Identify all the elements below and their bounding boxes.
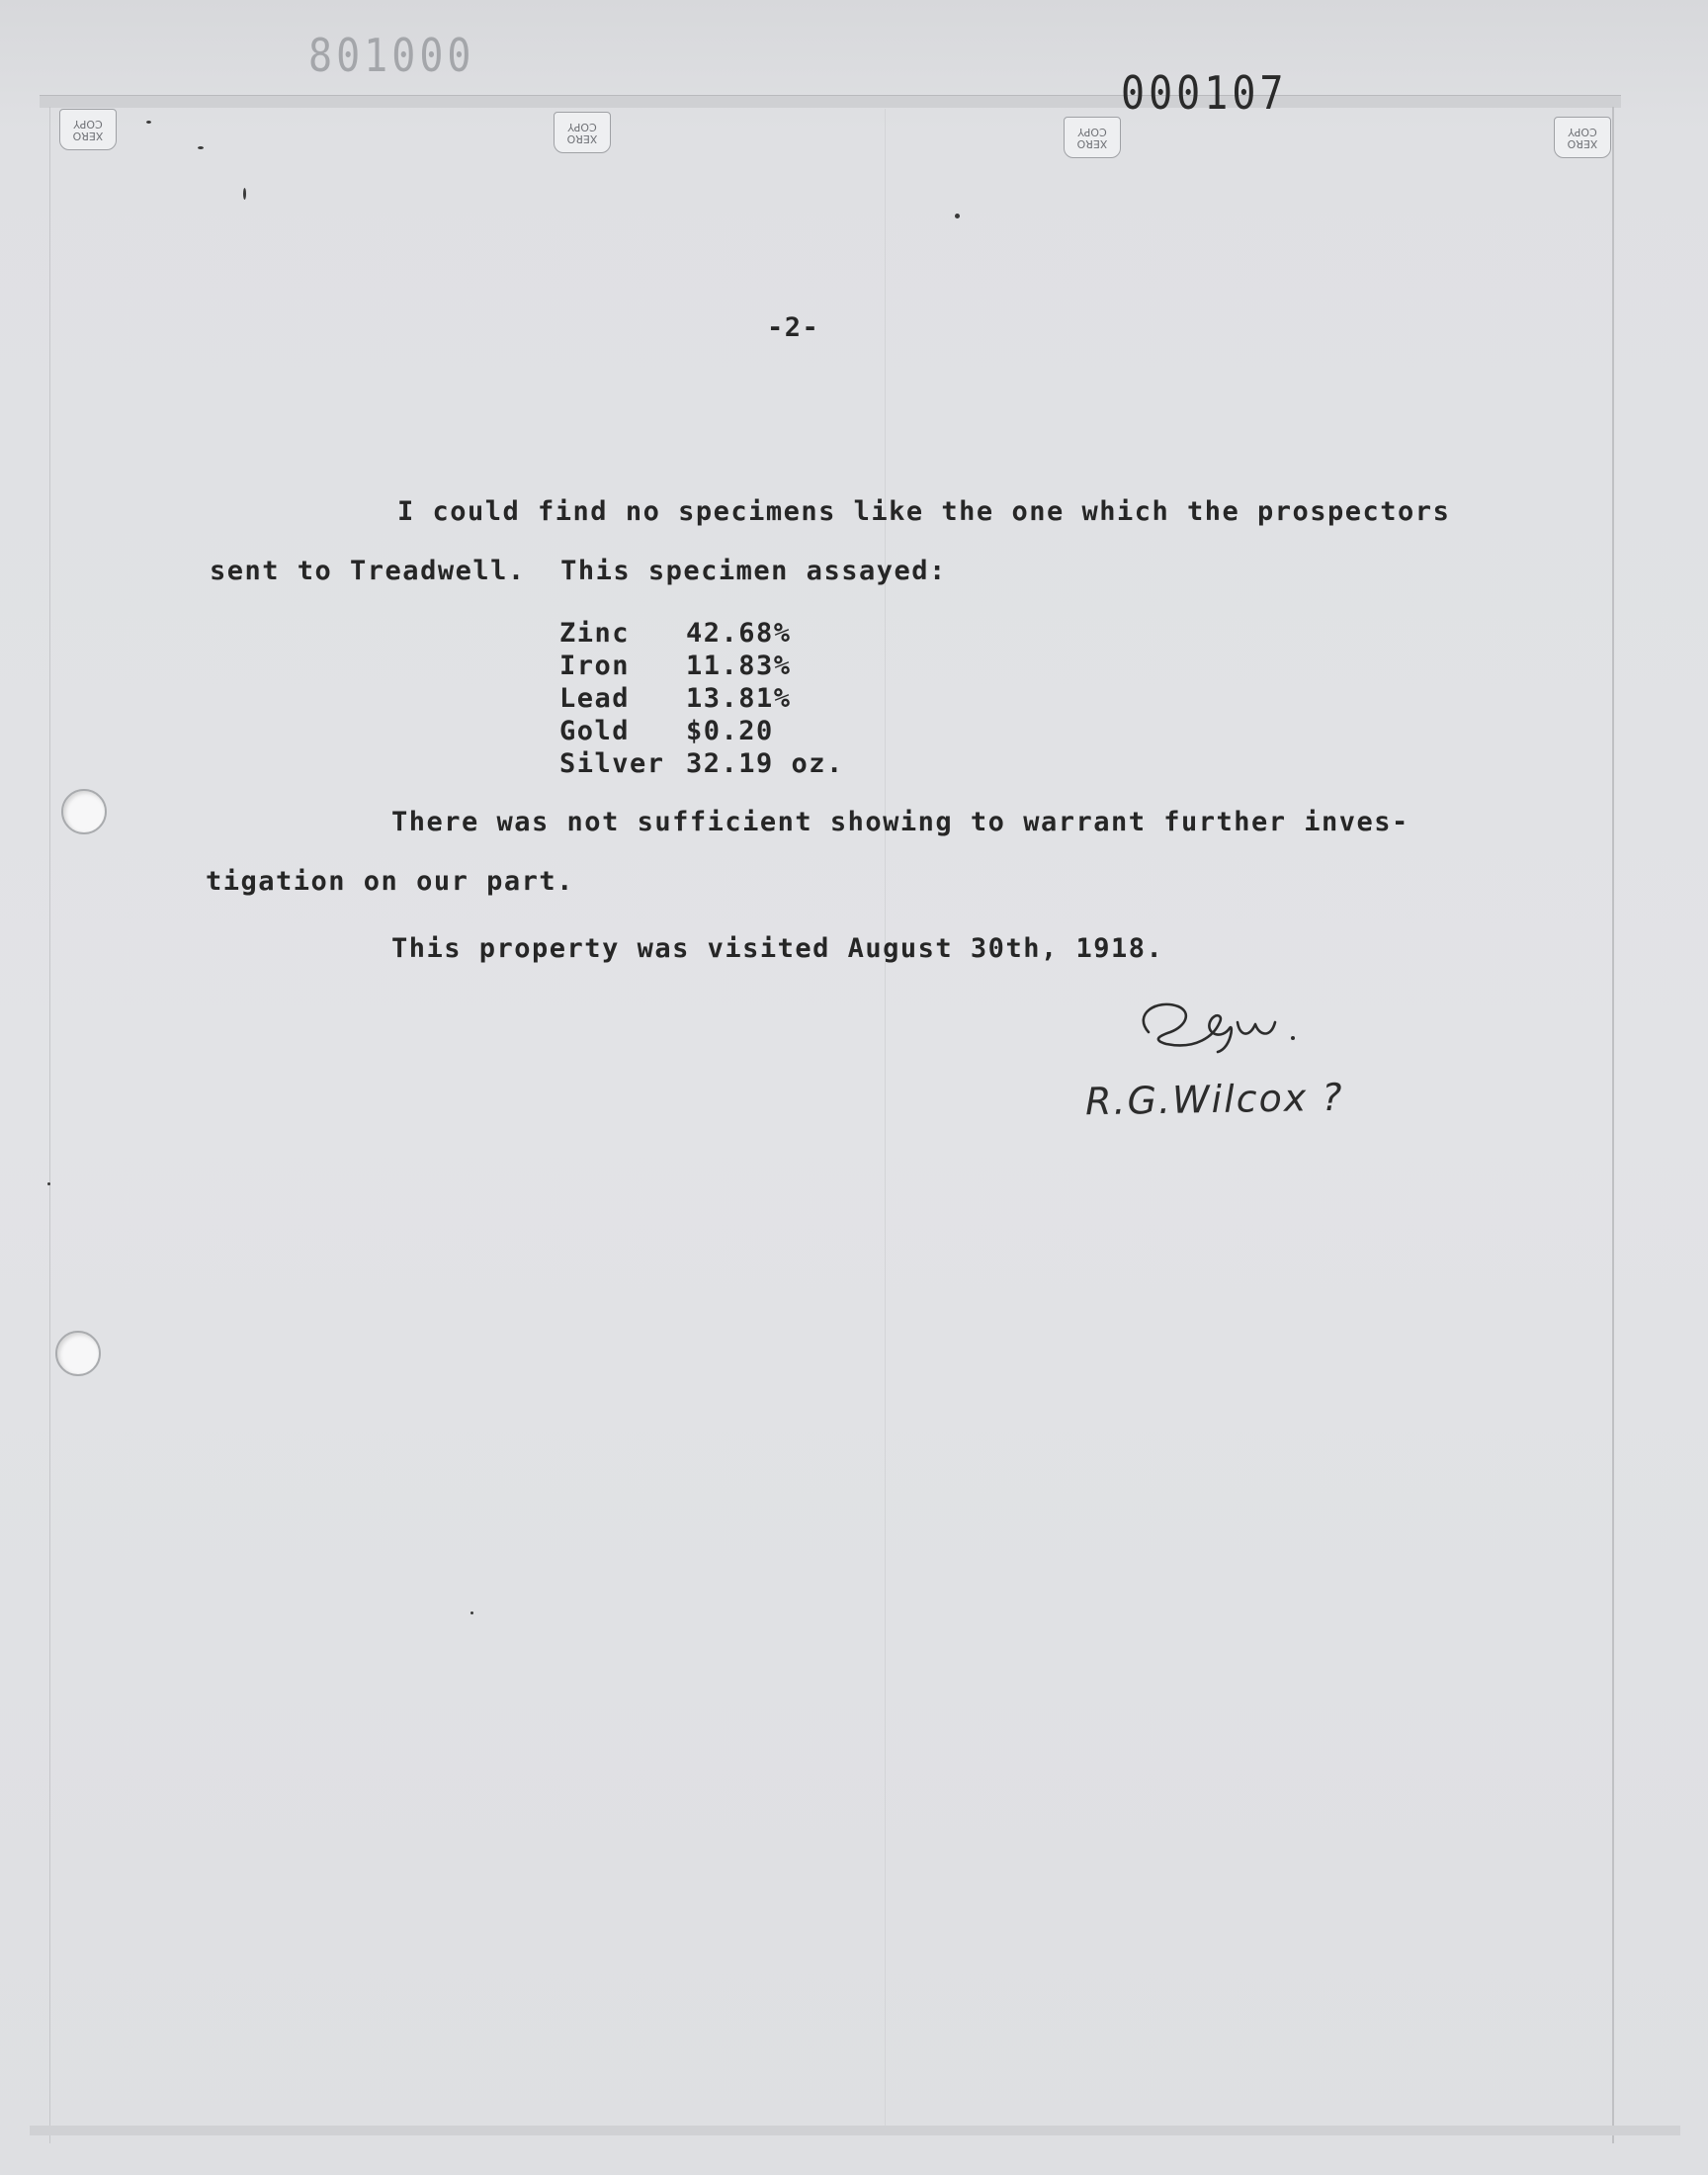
signature-note: R.G.Wilcox ? [1084,1075,1344,1124]
table-row [559,617,844,650]
paragraph1-line2: sent to Treadwell. This specimen assayed: [210,556,947,586]
table-row [559,747,844,780]
xero-copy-tab [1064,117,1121,158]
assay-element: Gold [559,716,631,746]
speck [243,188,246,200]
copy-label: COPY [567,121,597,133]
speck [198,146,204,149]
assay-element: Silver [559,748,665,779]
page-number-stamp: 000107 [1121,67,1288,121]
speck [146,121,151,124]
assay-element: Lead [559,683,631,714]
assay-table [559,617,844,780]
xero-copy-tab [554,112,611,153]
page-marker: -2- [767,312,820,343]
xero-label: XERO [1076,137,1108,150]
paragraph2-line1: There was not sufficient showing to warrant further inves- [391,807,1409,837]
fold-line [885,109,886,2126]
paragraph2-line2: tigation on our part. [206,866,574,897]
xero-copy-tab [59,109,117,150]
xero-copy-tab [1554,117,1611,158]
punch-hole [61,789,107,834]
copy-label: COPY [1568,126,1597,138]
xero-label: XERO [72,130,104,142]
table-row [559,682,844,715]
copy-label: COPY [73,118,103,130]
assay-value: 32.19 oz. [686,748,844,779]
copy-label: COPY [1077,126,1107,138]
assay-value: 42.68% [686,618,792,649]
faded-number-stamp: 801000 [308,30,475,83]
punch-hole [55,1331,101,1376]
xero-label: XERO [1567,137,1598,150]
sheet-border [49,107,1614,2143]
table-row [559,715,844,747]
assay-element: Zinc [559,618,631,649]
assay-value: 11.83% [686,651,792,681]
speck [955,214,960,218]
signature-initials [1127,993,1344,1062]
assay-value: 13.81% [686,683,792,714]
assay-element: Iron [559,651,631,681]
assay-value: $0.20 [686,716,774,746]
xero-label: XERO [566,132,598,145]
speck [47,1182,50,1185]
paragraph3: This property was visited August 30th, 1918. [391,933,1164,964]
sheet-bottom-edge [30,2126,1680,2135]
paragraph1-line1: I could find no specimens like the one which the prospectors [397,496,1451,527]
speck [470,1611,473,1614]
table-row [559,650,844,682]
